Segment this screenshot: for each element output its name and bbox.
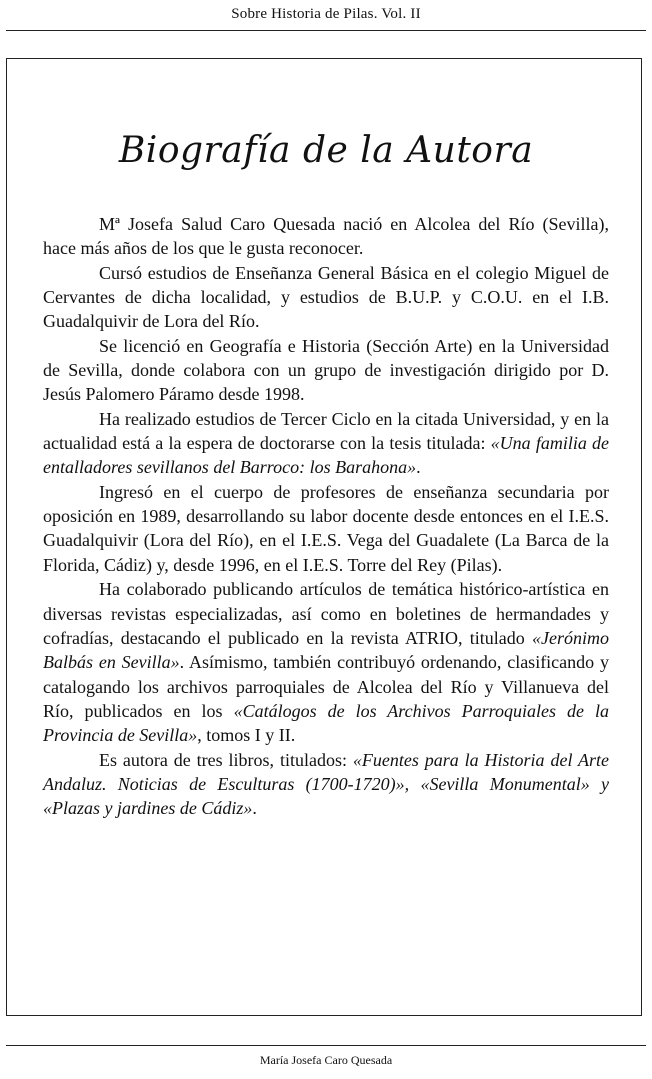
biography-body — [43, 212, 609, 821]
italic-title: «Una familia de entalladores sevillanos del Barroco: los Barahona» — [43, 433, 609, 478]
paragraph — [43, 212, 609, 261]
text-run: Ingresó en el cuerpo de profesores de enseñanza secundaria por oposición en 1989, desarrollando su labor docente desde entonces en el I.E.S. Guadalquivir (Lora del Río), en el I.E.S. Vega del Guadalete (La Barca de la Florida, Cádiz) y, desde 1996, en el I.E.S. Torre del Rey (Pilas). — [43, 481, 609, 575]
text-run: Se licenció en Geografía e Historia (Sección Arte) en la Universidad de Sevilla, donde colabora con un grupo de investigación dirigido por D. Jesús Palomero Páramo desde 1998. — [43, 335, 609, 405]
text-run: Mª Josefa Salud Caro Quesada nació en Alcolea del Río (Sevilla), hace más años de los que le gusta reconocer. — [43, 214, 609, 259]
text-run: . Asímismo, también contribuyó ordenando, clasificando y catalogando los archivos parroquiales de Alcolea del Río y Villanueva del Río, publicados en los — [43, 652, 609, 721]
paragraph — [43, 577, 609, 747]
page-title: Biografía de la Autora — [118, 130, 534, 171]
paragraph — [43, 407, 609, 480]
paragraph — [43, 261, 609, 334]
paragraph — [43, 480, 609, 577]
text-run: . — [252, 798, 257, 819]
footer-author: María Josefa Caro Quesada — [259, 1053, 393, 1067]
paragraph — [43, 334, 609, 407]
header-rule — [6, 30, 646, 31]
text-run: , tomos I y II. — [197, 725, 296, 746]
text-run: . — [416, 457, 421, 478]
text-run: Es autora de tres libros, titulados: — [99, 749, 353, 770]
text-run: Cursó estudios de Enseñanza General Básica en el colegio Miguel de Cervantes de dicha localidad, y estudios de B.U.P. y C.O.U. en el I.B. Guadalquivir de Lora del Río. — [43, 262, 609, 332]
text-run: Ha realizado estudios de Tercer Ciclo en la citada Universidad, y en la actualidad está a la espera de doctorarse con la tesis titulada: — [43, 408, 609, 454]
running-head: Sobre Historia de Pilas. Vol. II — [231, 6, 421, 22]
italic-title: «Fuentes para la Historia del Arte Andaluz. Noticias de Esculturas (1700-1720)», «Sevilla Monumental» y «Plazas y jardines de Cádiz» — [43, 749, 610, 819]
paragraph — [43, 748, 609, 821]
footer-rule — [6, 1045, 646, 1046]
text-run: Ha colaborado publicando artículos de temática histórico-artística en diversas revistas especializadas, así como en boletines de hermandades y cofradías, destacando el publicado en la revista ATRIO, titulado — [43, 579, 609, 648]
italic-title: «Jerónimo Balbás en Sevilla» — [43, 627, 609, 673]
italic-title: «Catálogos de los Archivos Parroquiales de la Provincia de Sevilla» — [43, 700, 609, 746]
